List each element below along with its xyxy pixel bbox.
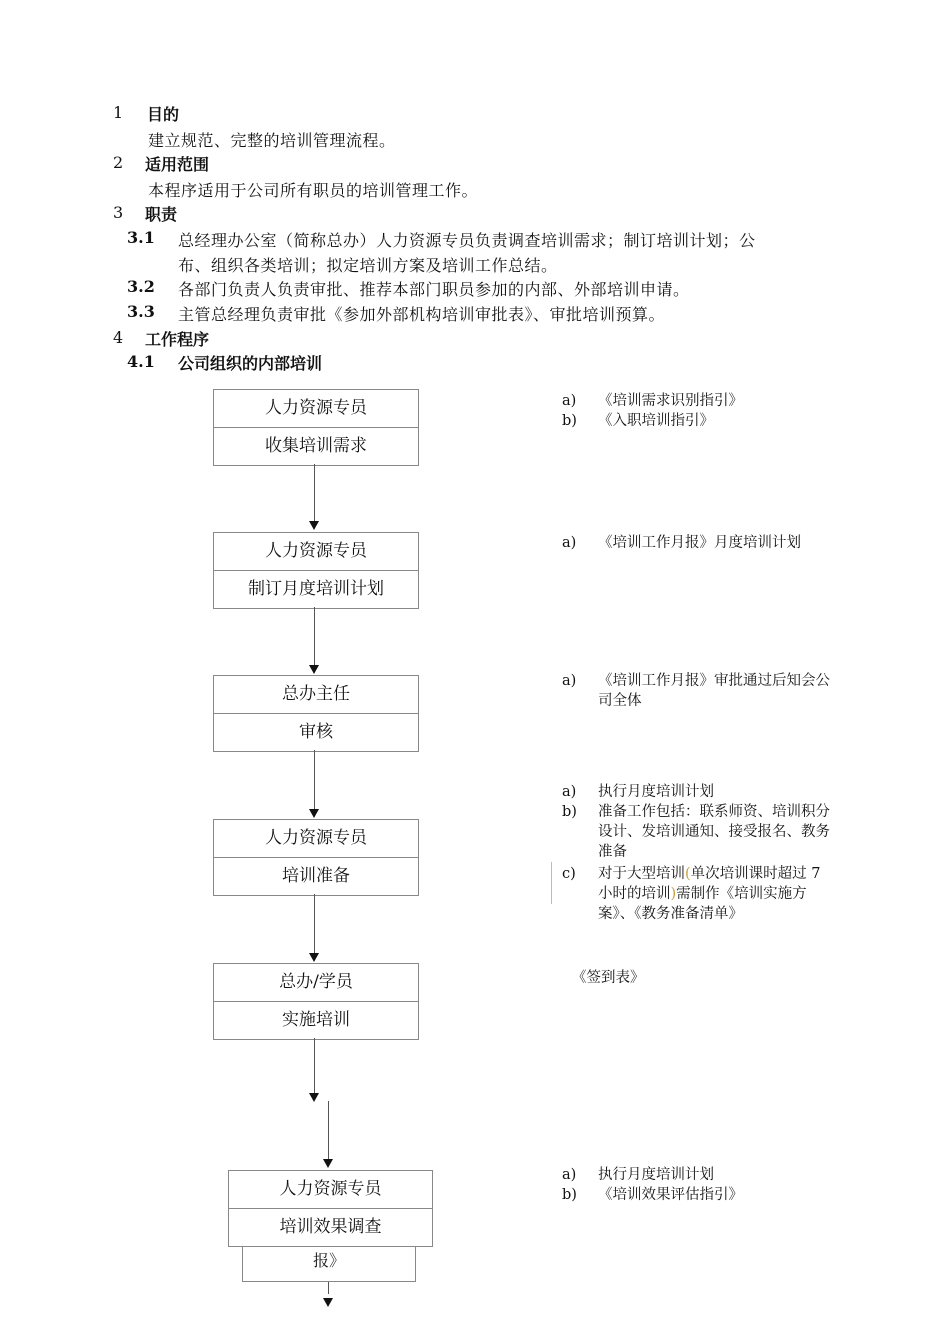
note-label: b): [562, 804, 577, 820]
arrow-down-icon: [323, 1159, 333, 1168]
flow-box-review: [213, 675, 419, 752]
note-item: [562, 533, 842, 553]
arrow-down-icon: [309, 1093, 319, 1102]
connector-line: [314, 1038, 315, 1093]
note-item: [562, 411, 842, 431]
flow-box-role: 人力资源专员: [265, 398, 367, 418]
section-1-body: 建立规范、完整的培训管理流程。: [148, 131, 396, 150]
section-4-title: 工作程序: [145, 330, 210, 349]
resp-3-1-number: 3.1: [127, 228, 155, 247]
connector-line: [314, 464, 315, 522]
arrow-down-icon: [309, 809, 319, 818]
note-monthly-plan: [562, 533, 842, 553]
note-sign-in-sheet: [572, 968, 645, 988]
note-item: [562, 1165, 842, 1185]
flow-box-task: 收集培训需求: [214, 427, 418, 465]
connector-line: [328, 1101, 329, 1160]
section-2-title: 适用范围: [145, 155, 210, 174]
note-label: a): [562, 393, 577, 409]
flow-box-effect-survey: [228, 1170, 433, 1247]
section-3-title: 职责: [145, 205, 178, 224]
note-text: 《入职培训指引》: [598, 413, 714, 429]
note-label: c): [562, 866, 576, 882]
connector-line: [314, 607, 315, 665]
arrow-down-icon: [323, 1298, 333, 1307]
flow-box-task: 培训效果调查: [229, 1208, 432, 1246]
note-effect-survey: [562, 1165, 842, 1205]
hidden-box-text: 报》: [312, 1251, 345, 1270]
arrow-down-icon: [309, 665, 319, 674]
subsection-4-1-title: 公司组织的内部培训: [178, 354, 323, 373]
note-item: [562, 864, 838, 924]
note-label: b): [562, 413, 577, 429]
change-bar: [551, 862, 552, 904]
note-item: [562, 671, 838, 711]
note-text-pre: 对于大型培训: [598, 866, 685, 882]
flow-box-role: 总办/学员: [279, 972, 353, 992]
arrow-down-icon: [309, 953, 319, 962]
note-label: b): [562, 1187, 577, 1203]
section-4-number: 4: [113, 328, 124, 347]
note-text: 执行月度培训计划: [598, 784, 714, 800]
note-text: 《培训工作月报》月度培训计划: [598, 535, 801, 551]
note-preparation-large: [562, 864, 838, 924]
flow-box-task: 审核: [214, 713, 418, 751]
connector-line: [314, 894, 315, 954]
resp-3-2-number: 3.2: [127, 277, 155, 296]
note-item: [562, 802, 838, 862]
flow-box-monthly-plan: [213, 532, 419, 609]
note-text: 《培训需求识别指引》: [598, 393, 743, 409]
flow-box-task: 制订月度培训计划: [214, 570, 418, 608]
connector-line: [328, 1282, 329, 1294]
flow-box-role: 人力资源专员: [265, 541, 367, 561]
note-text: 《培训工作月报》审批通过后知会公司全体: [598, 673, 830, 709]
note-text: 准备工作包括：联系师资、培训积分设计、发培训通知、接受报名、教务准备: [598, 804, 830, 860]
flow-box-implement: [213, 963, 419, 1040]
note-item: [562, 1185, 842, 1205]
note-text-post: 需制作《培训实施方案》、《教务准备清单》: [598, 886, 807, 922]
note-label: a): [562, 535, 577, 551]
resp-3-3-number: 3.3: [127, 302, 155, 321]
note-label: a): [562, 784, 577, 800]
note-label: a): [562, 1167, 577, 1183]
subsection-4-1-number: 4.1: [127, 352, 155, 371]
note-text: 执行月度培训计划: [598, 1167, 714, 1183]
note-preparation: [562, 782, 838, 862]
note-collect-needs: [562, 391, 842, 431]
resp-3-3-text: 主管总经理负责审批《参加外部机构培训审批表》、审批培训预算。: [178, 305, 666, 324]
flow-box-preparation: [213, 819, 419, 896]
section-1-title: 目的: [147, 105, 180, 124]
flow-box-task: 实施培训: [214, 1001, 418, 1039]
arrow-down-icon: [309, 521, 319, 530]
section-2-body: 本程序适用于公司所有职员的培训管理工作。: [148, 181, 479, 200]
section-2-number: 2: [113, 153, 124, 172]
resp-3-1-line2: 布、组织各类培训；拟定培训方案及培训工作总结。: [178, 256, 558, 275]
note-item: [562, 391, 842, 411]
resp-3-2-text: 各部门负责人负责审批、推荐本部门职员参加的内部、外部培训申请。: [178, 280, 690, 299]
resp-3-1-line1: 总经理办公室（简称总办）人力资源专员负责调查培训需求；制订培训计划；公: [178, 231, 756, 250]
flow-box-role: 总办主任: [282, 684, 350, 704]
note-text: 《签到表》: [572, 970, 645, 986]
note-label: a): [562, 673, 577, 689]
note-review: [562, 671, 838, 711]
section-3-number: 3: [113, 203, 124, 222]
section-1-number: 1: [113, 103, 124, 122]
flow-box-role: 人力资源专员: [279, 1179, 382, 1199]
flow-box-collect-needs: [213, 389, 419, 466]
connector-line: [314, 750, 315, 810]
flow-box-role: 人力资源专员: [265, 828, 367, 848]
note-text-mid: 单次培训课时超过 7 小时的培训: [598, 866, 821, 902]
flow-box-task: 培训准备: [214, 857, 418, 895]
paren-close: ): [670, 886, 677, 902]
paren-open: (: [685, 866, 691, 882]
note-text: [598, 864, 838, 924]
note-item: [562, 782, 838, 802]
note-text: 《培训效果评估指引》: [598, 1187, 743, 1203]
